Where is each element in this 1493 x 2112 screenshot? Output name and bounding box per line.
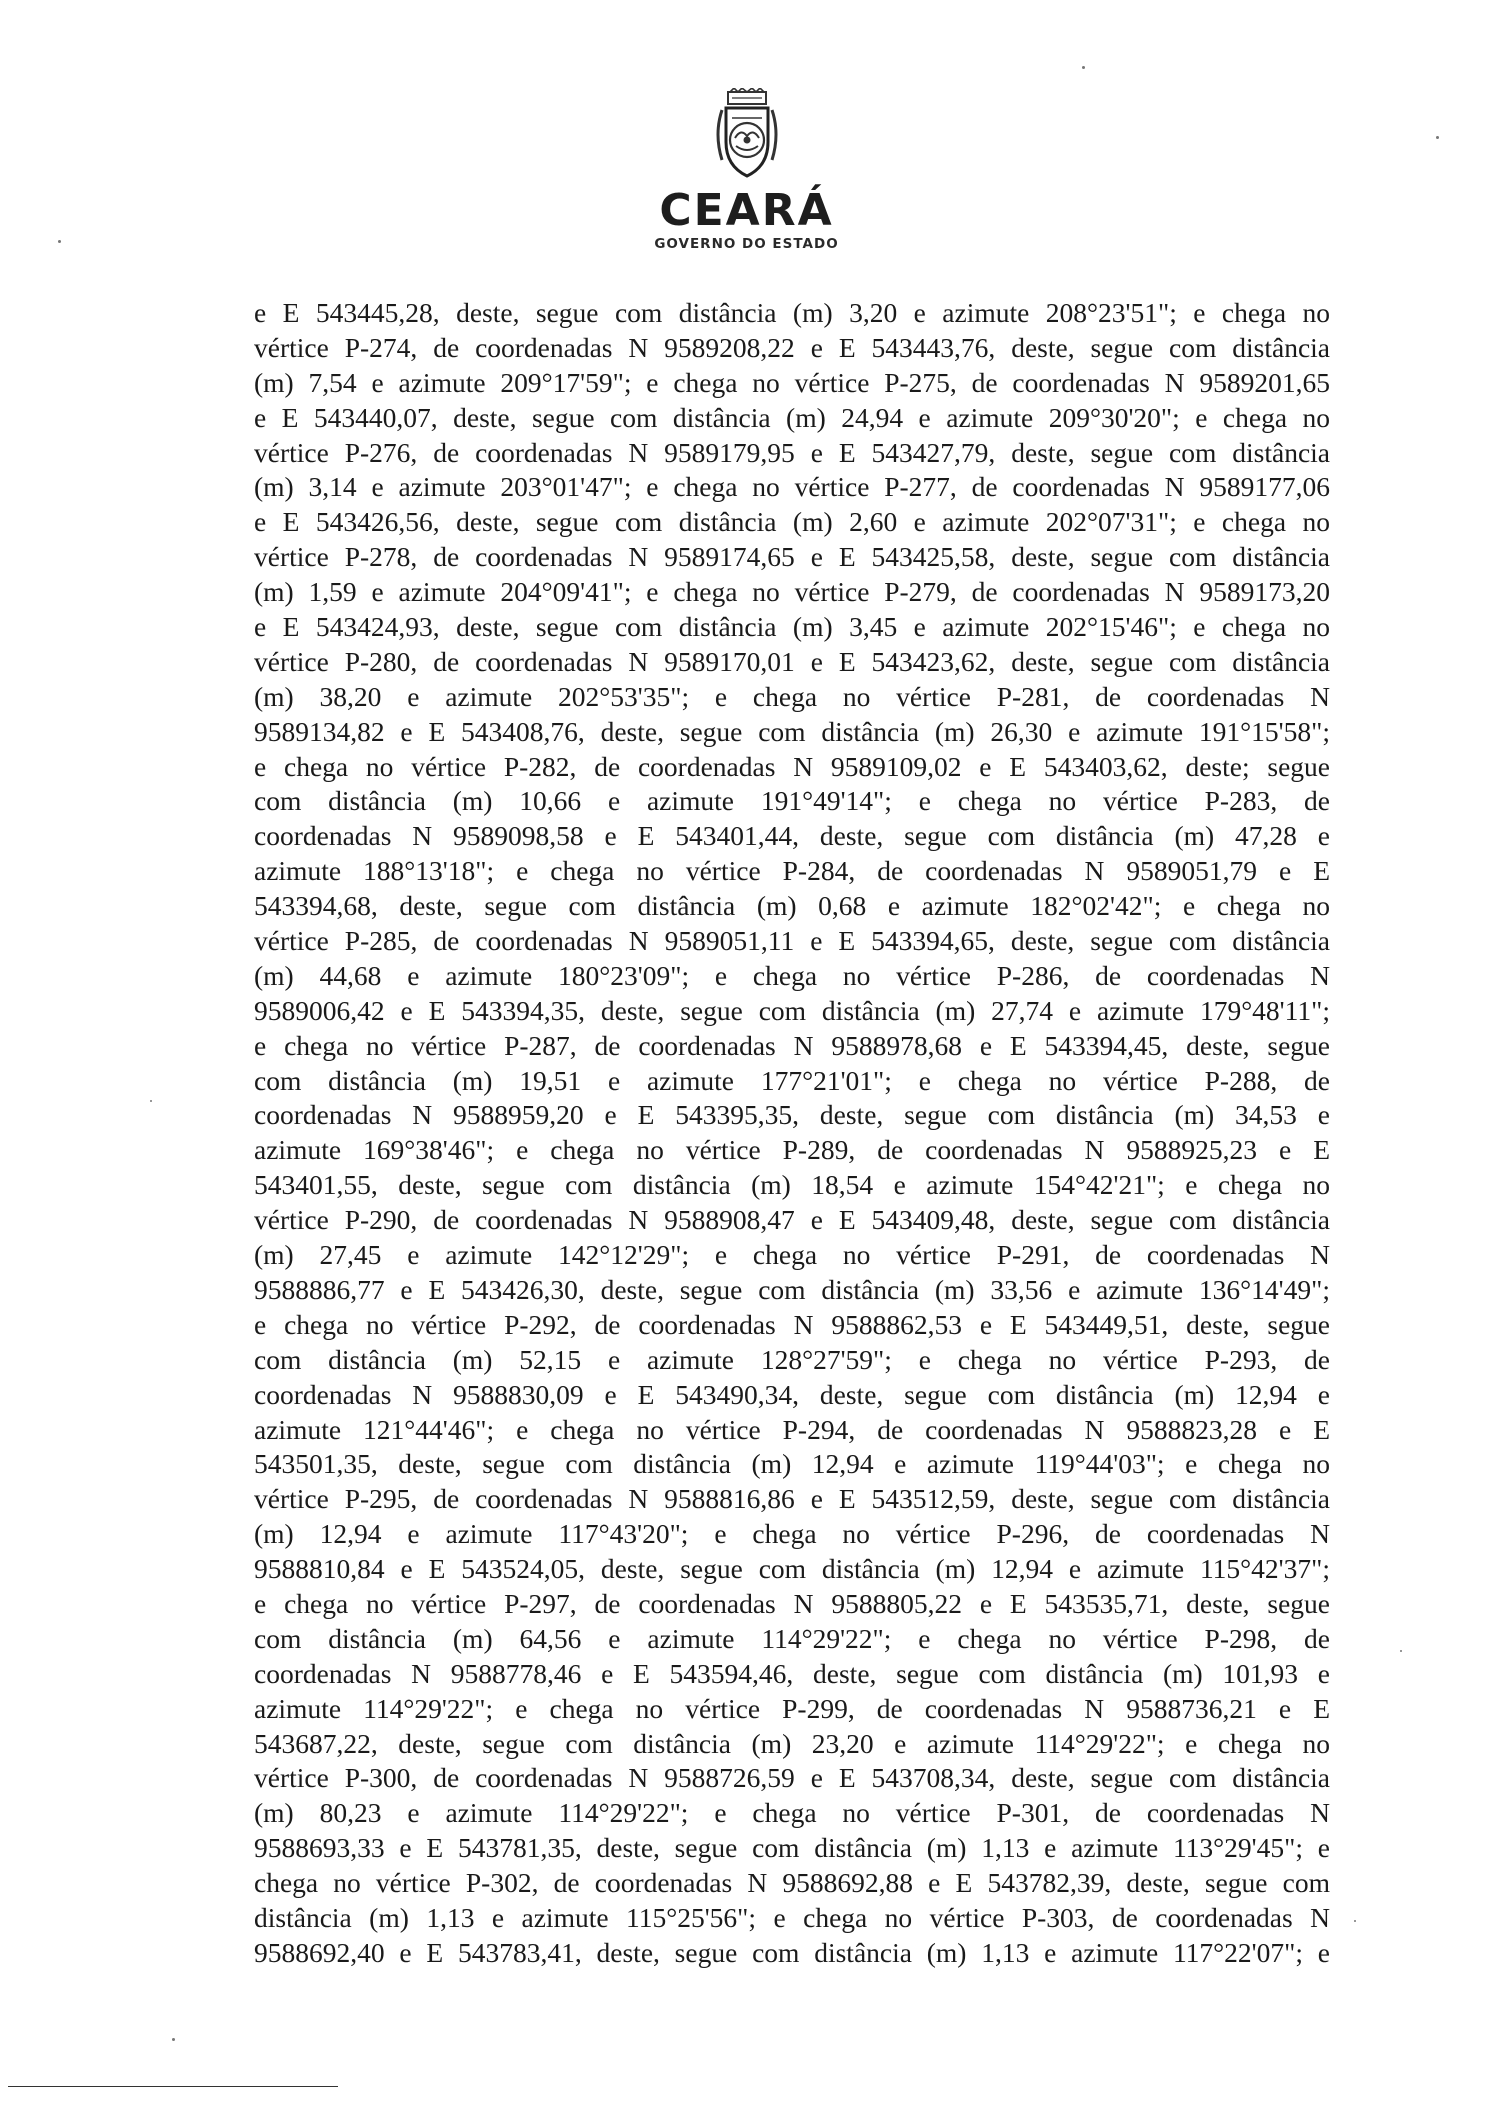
text-line: azimute 121°44'46"; e chega no vértice P-294, de coordenadas N 9588823,28 e E bbox=[254, 1413, 1330, 1445]
government-label: GOVERNO DO ESTADO bbox=[654, 236, 839, 252]
scan-speck bbox=[1436, 136, 1439, 139]
text-line: e E 543426,56, deste, segue com distância (m) 2,60 e azimute 202°07'31"; e chega no bbox=[254, 506, 1330, 538]
text-line: azimute 169°38'46"; e chega no vértice P-289, de coordenadas N 9588925,23 e E bbox=[254, 1134, 1330, 1166]
scan-speck bbox=[1354, 1920, 1356, 1922]
text-line: (m) 44,68 e azimute 180°23'09"; e chega no vértice P-286, de coordenadas N bbox=[254, 959, 1330, 991]
text-line: 543687,22, deste, segue com distância (m) 23,20 e azimute 114°29'22"; e chega no bbox=[254, 1727, 1330, 1759]
text-line: distância (m) 1,13 e azimute 115°25'56"; e chega no vértice P-303, de coordenadas N bbox=[254, 1901, 1330, 1933]
state-name: CEARÁ bbox=[659, 185, 834, 236]
text-line: vértice P-278, de coordenadas N 9589174,65 e E 543425,58, deste, segue com distância bbox=[254, 541, 1330, 573]
text-line: (m) 80,23 e azimute 114°29'22"; e chega no vértice P-301, de coordenadas N bbox=[254, 1797, 1330, 1829]
text-line: com distância (m) 10,66 e azimute 191°49'14"; e chega no vértice P-283, de bbox=[254, 785, 1330, 817]
text-line: vértice P-300, de coordenadas N 9588726,59 e E 543708,34, deste, segue com distância bbox=[254, 1762, 1330, 1794]
text-line: 9589134,82 e E 543408,76, deste, segue com distância (m) 26,30 e azimute 191°15'58"; bbox=[254, 715, 1330, 747]
text-line: coordenadas N 9588778,46 e E 543594,46, deste, segue com distância (m) 101,93 e bbox=[254, 1657, 1330, 1689]
scan-speck bbox=[172, 2038, 175, 2041]
text-line: 9588692,40 e E 543783,41, deste, segue com distância (m) 1,13 e azimute 117°22'07"; e bbox=[254, 1936, 1330, 1968]
text-line: e chega no vértice P-292, de coordenadas N 9588862,53 e E 543449,51, deste, segue bbox=[254, 1308, 1330, 1340]
coat-of-arms-icon bbox=[708, 88, 786, 182]
text-line: e chega no vértice P-287, de coordenadas N 9588978,68 e E 543394,45, deste, segue bbox=[254, 1029, 1330, 1061]
text-line: 543401,55, deste, segue com distância (m) 18,54 e azimute 154°42'21"; e chega no bbox=[254, 1169, 1330, 1201]
scan-speck bbox=[150, 1100, 152, 1102]
text-line: 9588693,33 e E 543781,35, deste, segue com distância (m) 1,13 e azimute 113°29'45"; e bbox=[254, 1832, 1330, 1864]
text-line: (m) 1,59 e azimute 204°09'41"; e chega no vértice P-279, de coordenadas N 9589173,20 bbox=[254, 576, 1330, 608]
text-line: vértice P-295, de coordenadas N 9588816,86 e E 543512,59, deste, segue com distância bbox=[254, 1483, 1330, 1515]
text-line: 543394,68, deste, segue com distância (m) 0,68 e azimute 182°02'42"; e chega no bbox=[254, 890, 1330, 922]
text-line: vértice P-280, de coordenadas N 9589170,01 e E 543423,62, deste, segue com distância bbox=[254, 645, 1330, 677]
text-line: e E 543445,28, deste, segue com distância (m) 3,20 e azimute 208°23'51"; e chega no bbox=[254, 297, 1330, 328]
text-line: vértice P-285, de coordenadas N 9589051,11 e E 543394,65, deste, segue com distância bbox=[254, 925, 1330, 957]
scan-speck bbox=[1400, 1650, 1402, 1652]
text-line: coordenadas N 9588830,09 e E 543490,34, deste, segue com distância (m) 12,94 e bbox=[254, 1378, 1330, 1410]
text-line: e E 543440,07, deste, segue com distância (m) 24,94 e azimute 209°30'20"; e chega no bbox=[254, 401, 1330, 433]
text-line: e chega no vértice P-297, de coordenadas N 9588805,22 e E 543535,71, deste, segue bbox=[254, 1587, 1330, 1619]
text-line: (m) 38,20 e azimute 202°53'35"; e chega no vértice P-281, de coordenadas N bbox=[254, 680, 1330, 712]
text-line: 9588886,77 e E 543426,30, deste, segue com distância (m) 33,56 e azimute 136°14'49"; bbox=[254, 1273, 1330, 1305]
text-line: chega no vértice P-302, de coordenadas N 9588692,88 e E 543782,39, deste, segue com bbox=[254, 1867, 1330, 1899]
text-line: (m) 27,45 e azimute 142°12'29"; e chega no vértice P-291, de coordenadas N bbox=[254, 1239, 1330, 1271]
text-line: vértice P-274, de coordenadas N 9589208,22 e E 543443,76, deste, segue com distância bbox=[254, 331, 1330, 363]
text-line: coordenadas N 9588959,20 e E 543395,35, deste, segue com distância (m) 34,53 e bbox=[254, 1099, 1330, 1131]
text-line: azimute 188°13'18"; e chega no vértice P-284, de coordenadas N 9589051,79 e E bbox=[254, 855, 1330, 887]
text-line: e E 543424,93, deste, segue com distância (m) 3,45 e azimute 202°15'46"; e chega no bbox=[254, 611, 1330, 643]
text-line: com distância (m) 52,15 e azimute 128°27'59"; e chega no vértice P-293, de bbox=[254, 1343, 1330, 1375]
footer-rule bbox=[8, 2086, 338, 2087]
text-line: (m) 3,14 e azimute 203°01'47"; e chega no vértice P-277, de coordenadas N 9589177,06 bbox=[254, 471, 1330, 503]
text-line: vértice P-290, de coordenadas N 9588908,47 e E 543409,48, deste, segue com distância bbox=[254, 1204, 1330, 1236]
text-line: 9588810,84 e E 543524,05, deste, segue com distância (m) 12,94 e azimute 115°42'37"; bbox=[254, 1553, 1330, 1585]
text-line: 9589006,42 e E 543394,35, deste, segue com distância (m) 27,74 e azimute 179°48'11"; bbox=[254, 994, 1330, 1026]
document-body bbox=[254, 296, 1330, 1971]
text-line: 543501,35, deste, segue com distância (m) 12,94 e azimute 119°44'03"; e chega no bbox=[254, 1448, 1330, 1480]
text-line: vértice P-276, de coordenadas N 9589179,95 e E 543427,79, deste, segue com distância bbox=[254, 436, 1330, 468]
scan-speck bbox=[1082, 66, 1085, 69]
text-line: e chega no vértice P-282, de coordenadas N 9589109,02 e E 543403,62, deste; segue bbox=[254, 750, 1330, 782]
text-line: (m) 7,54 e azimute 209°17'59"; e chega no vértice P-275, de coordenadas N 9589201,65 bbox=[254, 366, 1330, 398]
scan-speck bbox=[58, 240, 61, 243]
text-line: com distância (m) 19,51 e azimute 177°21'01"; e chega no vértice P-288, de bbox=[254, 1064, 1330, 1096]
text-line: coordenadas N 9589098,58 e E 543401,44, deste, segue com distância (m) 47,28 e bbox=[254, 820, 1330, 852]
text-line: com distância (m) 64,56 e azimute 114°29'22"; e chega no vértice P-298, de bbox=[254, 1622, 1330, 1654]
text-line: azimute 114°29'22"; e chega no vértice P-299, de coordenadas N 9588736,21 e E bbox=[254, 1692, 1330, 1724]
letterhead bbox=[0, 88, 1493, 252]
text-line: (m) 12,94 e azimute 117°43'20"; e chega no vértice P-296, de coordenadas N bbox=[254, 1518, 1330, 1550]
